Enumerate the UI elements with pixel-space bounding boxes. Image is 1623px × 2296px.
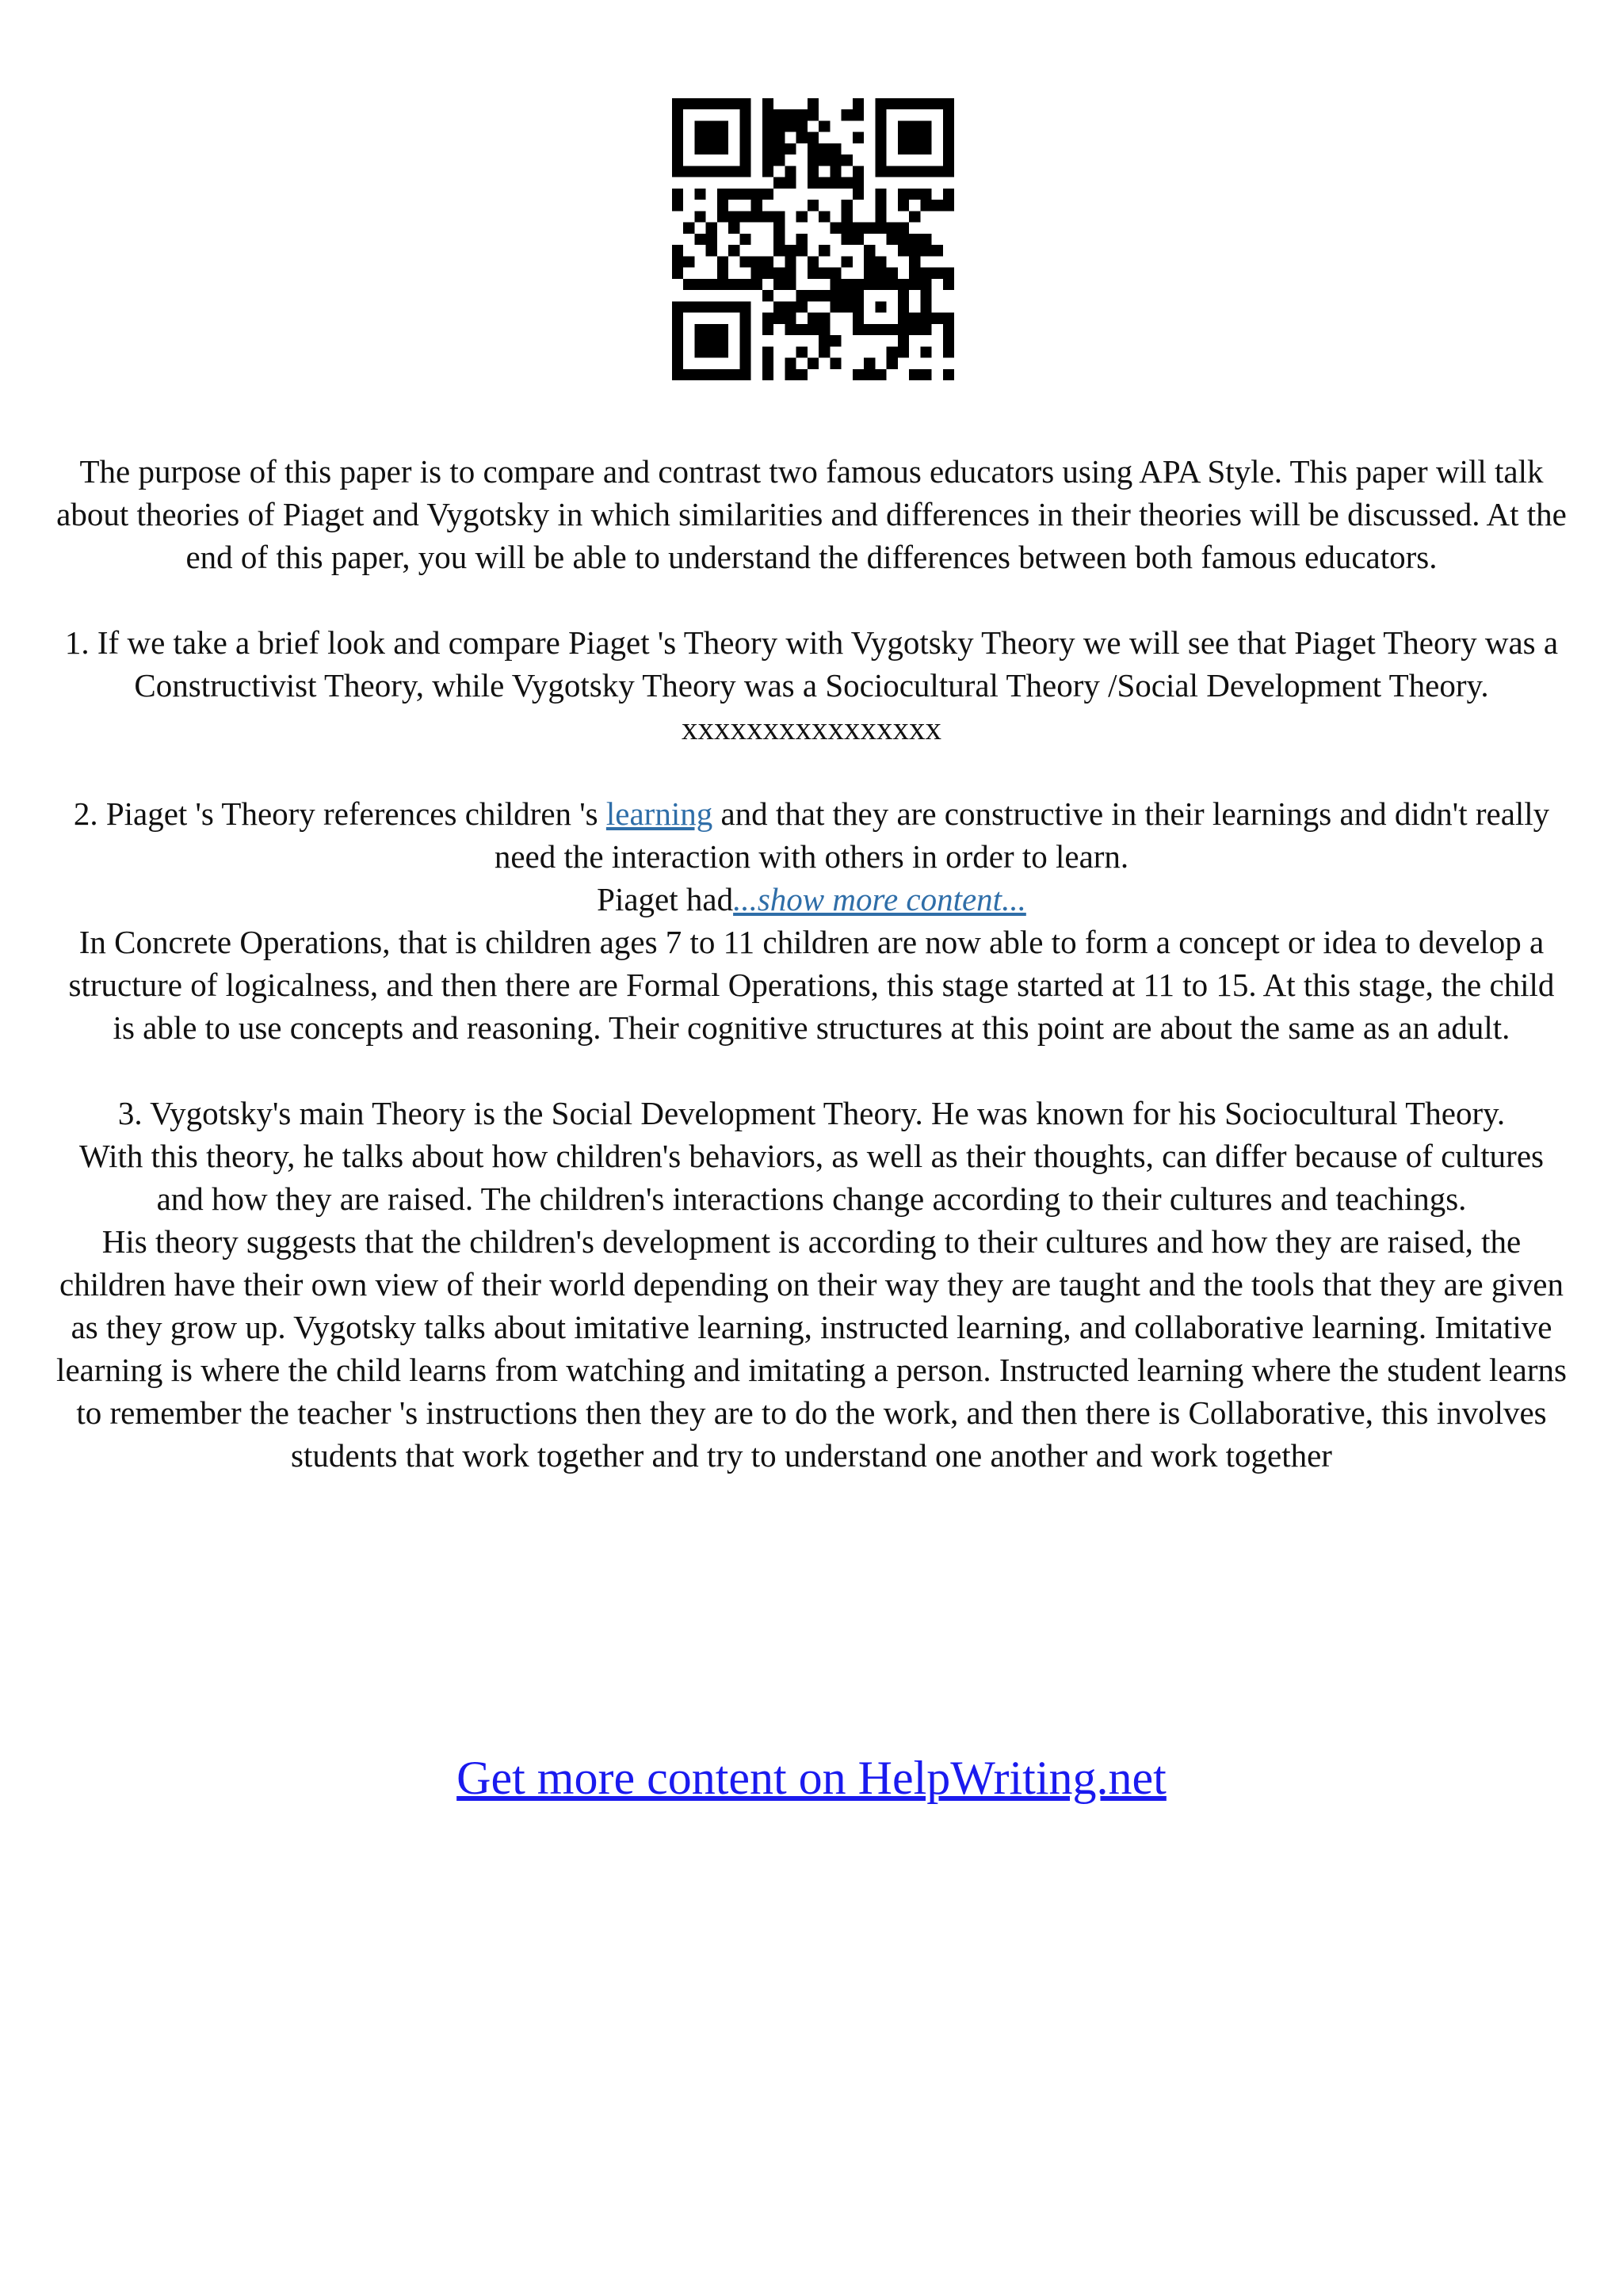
teaser-line — [55, 878, 1568, 921]
intro-paragraph: The purpose of this paper is to compare and contrast two famous educators using APA Style. This paper will talk about theories of Piaget and Vygotsky in which similarities and differences in their theories will be discussed. At the end of this paper, you will be able to understand the differences between both famous educators. — [56, 453, 1567, 575]
point-1-paragraph: 1. If we take a brief look and compare Piaget 's Theory with Vygotsky Theory we will see that Piaget Theory was a Constructivist Theory, while Vygotsky Theory was a Sociocultural Theory /Social Development Theory. xxxxxxxxxxxxxxxx — [64, 624, 1559, 746]
point-2-paragraph — [55, 792, 1568, 878]
vygotsky-paragraph-1: With this theory, he talks about how children's behaviors, as well as their thoughts, can differ because of cultures and how they are raised. The children's interactions change according to their cultures and teachings. — [79, 1138, 1544, 1217]
get-more-content-link[interactable]: Get more content on HelpWriting.net — [456, 1752, 1167, 1804]
qr-code-icon — [672, 98, 954, 380]
vygotsky-paragraph-2: His theory suggests that the children's development is according to their cultures and how they are raised, the children have their own view of their world depending on their way they are taught and the tools that they are given as they grow up. Vygotsky talks about imitative learning, instructed learning, and collaborative learning. Imitative learning is where the child learns from watching and imitating a person. Instructed learning where the student learns to remember the teacher 's instructions then they are to do the work, and then there is Collaborative, this involves students that work together and try to understand one another and work together — [56, 1223, 1567, 1474]
teaser-prefix: Piaget had — [597, 881, 734, 917]
point-2-text-before: 2. Piaget 's Theory references children 's — [73, 795, 606, 832]
document-body — [55, 450, 1568, 1477]
point-3-paragraph: 3. Vygotsky's main Theory is the Social Development Theory. He was known for his Sociocultural Theory. — [117, 1095, 1506, 1131]
cta-banner — [0, 1748, 1623, 1808]
show-more-link[interactable]: ...show more content... — [733, 881, 1026, 917]
learning-link[interactable]: learning — [605, 795, 713, 832]
concrete-operations-paragraph: In Concrete Operations, that is children ages 7 to 11 children are now able to form a concept or idea to develop a structure of logicalness, and then there are Formal Operations, this stage started at 11 to 15. At this stage, the child is able to use concepts and reasoning. Their cognitive structures at this point are about the same as an adult. — [68, 924, 1555, 1046]
point-2-text-after: and that they are constructive in their learnings and didn't really need the interaction with others in order to learn. — [494, 795, 1550, 875]
